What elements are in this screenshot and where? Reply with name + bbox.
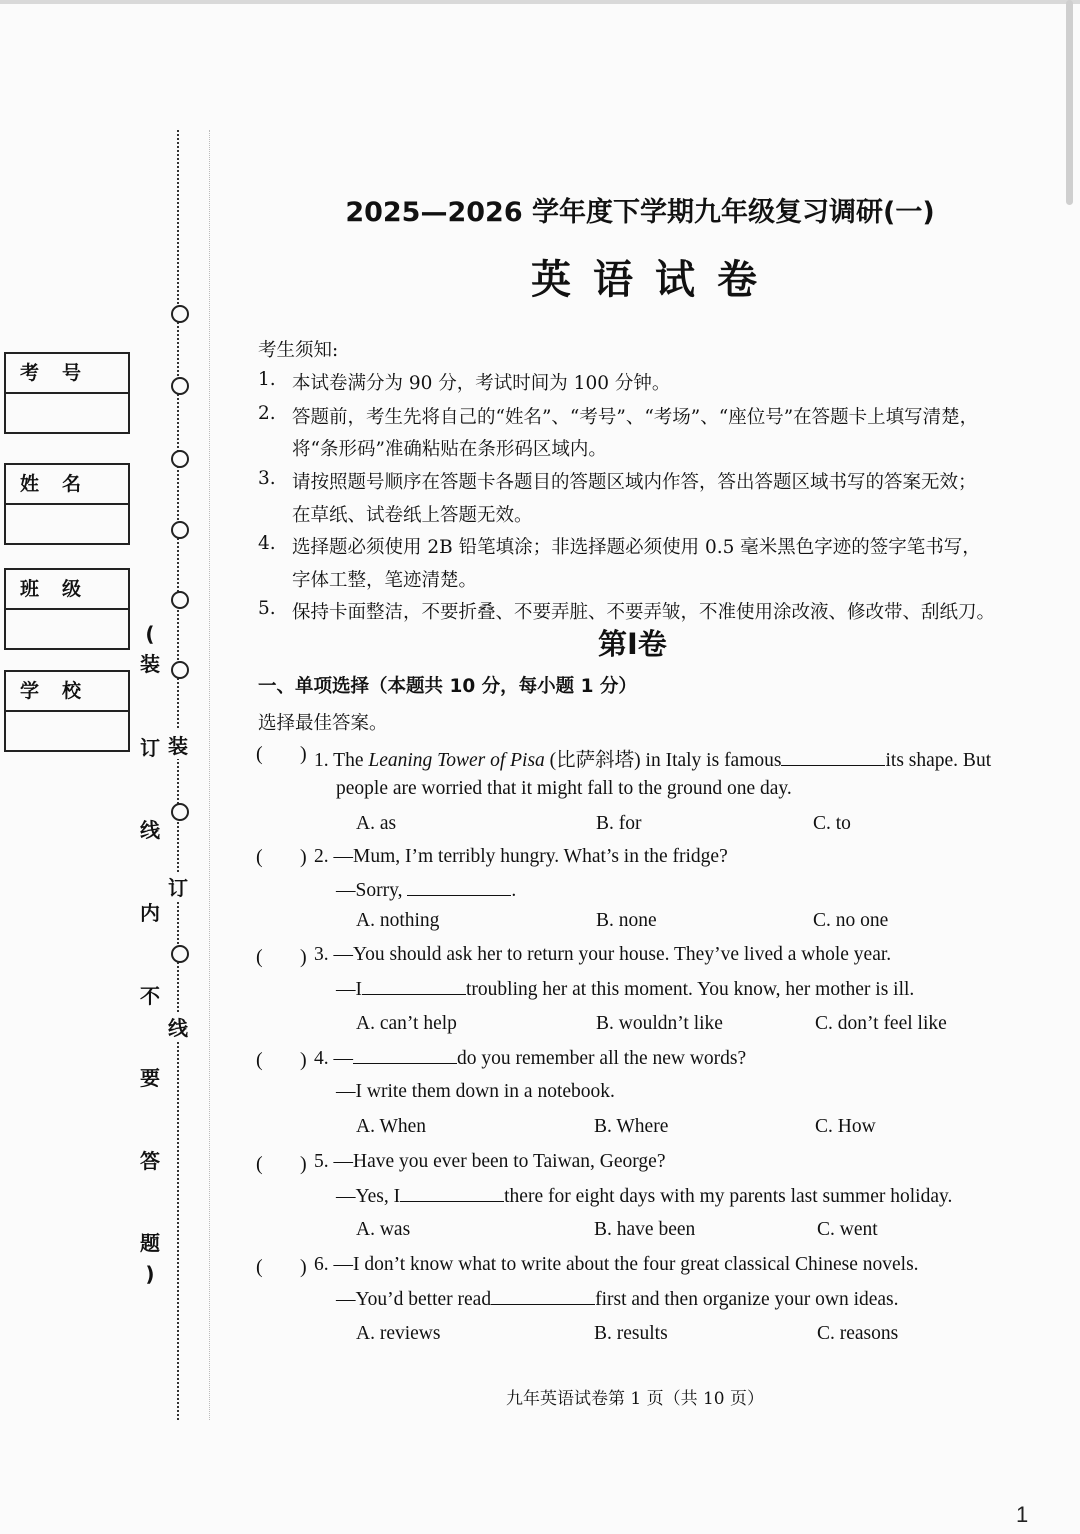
answer-blank bbox=[781, 749, 885, 766]
binding-hole bbox=[171, 305, 189, 323]
binding-hole bbox=[171, 377, 189, 395]
question-3-line-2 bbox=[336, 978, 914, 1001]
class-label: 班 级 bbox=[6, 570, 128, 610]
option-c: C. went bbox=[817, 1219, 878, 1240]
binding-line-char: 线 bbox=[166, 1012, 190, 1041]
question-text: The bbox=[333, 750, 369, 771]
question-2-line-1 bbox=[314, 846, 728, 868]
notice-text: 在草纸、试卷纸上答题无效。 bbox=[292, 505, 533, 526]
school-box bbox=[4, 670, 130, 752]
warning-char: 题 bbox=[140, 1231, 160, 1255]
name-box bbox=[4, 463, 130, 545]
notice-text: 字体工整，笔迹清楚。 bbox=[292, 570, 478, 591]
notice-num: 2. bbox=[258, 403, 276, 424]
question-number: 2. bbox=[314, 846, 329, 867]
question-text: —I write them down in a notebook. bbox=[336, 1081, 615, 1102]
binding-hole bbox=[171, 450, 189, 468]
question-1-line-1 bbox=[314, 744, 991, 772]
option-a: A. as bbox=[356, 813, 397, 834]
question-text: — bbox=[333, 1048, 353, 1069]
question-text: —Have you ever been to Taiwan, George? bbox=[333, 1151, 666, 1172]
answer-paren: ) bbox=[300, 946, 307, 968]
notice-text: 答题前，考生先将自己的“姓名”、“考号”、“考场”、“座位号”在答题卡上填写清楚， bbox=[292, 407, 979, 428]
warning-char: 订 bbox=[140, 736, 160, 760]
question-text: troubling her at this moment. You know, her mother is ill. bbox=[466, 979, 915, 1000]
answer-paren: ) bbox=[300, 1153, 307, 1175]
answer-paren: ( bbox=[256, 1256, 263, 1278]
answer-paren: ( bbox=[256, 946, 263, 968]
option-a: A. can’t help bbox=[356, 1013, 457, 1034]
binding-line-char: 装 bbox=[166, 730, 190, 759]
binding-guide-line bbox=[209, 130, 210, 1420]
page-footer: 九年英语试卷第 1 页（共 10 页） bbox=[505, 1389, 765, 1409]
option-c: C. to bbox=[813, 813, 851, 834]
question-number: 6. bbox=[314, 1254, 329, 1275]
warning-char: 不 bbox=[140, 984, 160, 1008]
binding-dotted-line bbox=[177, 130, 179, 1420]
top-border bbox=[0, 0, 1080, 4]
option-b: B. for bbox=[596, 813, 642, 834]
option-b: B. wouldn’t like bbox=[596, 1013, 723, 1034]
section-instruction: 选择最佳答案。 bbox=[258, 713, 388, 734]
question-text: —You should ask her to return your house. They’ve lived a whole year. bbox=[333, 944, 892, 965]
warning-char: ) bbox=[145, 1262, 155, 1286]
option-c: C. don’t feel like bbox=[815, 1013, 947, 1034]
warning-char: 内 bbox=[140, 901, 160, 925]
question-text: —I don’t know what to write about the four great classical Chinese novels. bbox=[333, 1254, 919, 1275]
question-text: —I bbox=[336, 979, 362, 1000]
answer-paren: ( bbox=[256, 1153, 263, 1175]
question-4-line-1 bbox=[314, 1047, 746, 1070]
question-text: —Mum, I’m terribly hungry. What’s in the fridge? bbox=[333, 846, 728, 867]
warning-char: ( bbox=[145, 622, 155, 646]
question-text: its shape. But bbox=[885, 750, 992, 771]
question-number: 5. bbox=[314, 1151, 329, 1172]
answer-blank bbox=[400, 1185, 504, 1202]
exam-number-label: 考 号 bbox=[6, 354, 128, 394]
question-text: —You’d better read bbox=[336, 1289, 492, 1310]
warning-char: 线 bbox=[140, 818, 160, 842]
question-text: do you remember all the new words? bbox=[457, 1048, 747, 1069]
answer-blank bbox=[362, 978, 466, 995]
question-text: first and then organize your own ideas. bbox=[595, 1289, 899, 1310]
binding-hole bbox=[171, 661, 189, 679]
name-label: 姓 名 bbox=[6, 465, 128, 505]
question-text: (比萨斜塔) in Italy is famous bbox=[544, 750, 782, 771]
section-title: 一、单项选择（本题共 10 分，每小题 1 分） bbox=[258, 676, 637, 697]
answer-paren: ( bbox=[256, 743, 263, 765]
question-text: —Sorry, bbox=[336, 880, 408, 901]
question-5-line-1 bbox=[314, 1151, 666, 1173]
answer-blank bbox=[353, 1047, 457, 1064]
notice-text: 保持卡面整洁，不要折叠、不要弄脏、不要弄皱，不准使用涂改液、修改带、刮纸刀。 bbox=[292, 602, 996, 623]
option-a: A. reviews bbox=[356, 1323, 441, 1344]
binding-hole bbox=[171, 591, 189, 609]
option-b: B. Where bbox=[594, 1116, 669, 1137]
binding-line-char: 订 bbox=[166, 872, 190, 901]
question-number: 1. bbox=[314, 750, 329, 771]
notice-text: 本试卷满分为 90 分，考试时间为 100 分钟。 bbox=[292, 373, 671, 394]
notice-text: 将“条形码”准确粘贴在条形码区域内。 bbox=[292, 439, 607, 460]
option-c: C. reasons bbox=[817, 1323, 899, 1344]
scrollbar[interactable] bbox=[1066, 0, 1073, 205]
answer-paren: ) bbox=[300, 1049, 307, 1071]
question-number: 4. bbox=[314, 1048, 329, 1069]
warning-char: 答 bbox=[140, 1149, 160, 1173]
notice-num: 4. bbox=[258, 533, 276, 554]
answer-paren: ( bbox=[256, 846, 263, 868]
notice-text: 请按照题号顺序在答题卡各题目的答题区域内作答，答出答题区域书写的答案无效； bbox=[292, 472, 977, 493]
answer-blank bbox=[491, 1288, 595, 1305]
option-a: A. When bbox=[356, 1116, 427, 1137]
answer-paren: ) bbox=[300, 846, 307, 868]
class-box bbox=[4, 568, 130, 650]
question-italic: Leaning Tower of Pisa bbox=[368, 750, 545, 771]
option-c: C. How bbox=[815, 1116, 876, 1137]
option-a: A. nothing bbox=[356, 910, 440, 931]
binding-hole bbox=[171, 803, 189, 821]
subject-title: 英语试卷 bbox=[531, 257, 779, 303]
binding-hole bbox=[171, 945, 189, 963]
exam-number-box bbox=[4, 352, 130, 434]
warning-char: 要 bbox=[140, 1066, 160, 1090]
school-label: 学 校 bbox=[6, 672, 128, 712]
option-c: C. no one bbox=[813, 910, 889, 931]
question-text: —Yes, I bbox=[336, 1186, 401, 1207]
option-a: A. was bbox=[356, 1219, 411, 1240]
question-text: there for eight days with my parents last summer holiday. bbox=[504, 1186, 953, 1207]
question-2-line-2 bbox=[336, 879, 516, 902]
question-6-line-1 bbox=[314, 1254, 919, 1276]
notice-num: 5. bbox=[258, 598, 276, 619]
notice-num: 1. bbox=[258, 369, 276, 390]
binding-hole bbox=[171, 521, 189, 539]
question-number: 3. bbox=[314, 944, 329, 965]
answer-paren: ( bbox=[256, 1049, 263, 1071]
question-6-line-2 bbox=[336, 1288, 899, 1311]
question-text: . bbox=[511, 880, 517, 901]
notice-num: 3. bbox=[258, 468, 276, 489]
answer-paren: ) bbox=[300, 1256, 307, 1278]
answer-paren: ) bbox=[300, 743, 307, 765]
exam-title: 2025—2026 学年度下学期九年级复习调研(一) bbox=[345, 197, 935, 228]
question-text: people are worried that it might fall to the ground one day. bbox=[336, 778, 792, 799]
warning-char: 装 bbox=[140, 652, 160, 676]
question-5-line-2 bbox=[336, 1185, 952, 1208]
question-3-line-1 bbox=[314, 944, 891, 966]
page-number: 1 bbox=[1016, 1502, 1029, 1527]
notice-heading: 考生须知: bbox=[258, 340, 339, 361]
volume-title: 第I卷 bbox=[598, 627, 667, 661]
answer-blank bbox=[407, 879, 511, 896]
notice-text: 选择题必须使用 2B 铅笔填涂；非选择题必须使用 0.5 毫米黑色字迹的签字笔书写， bbox=[292, 537, 981, 558]
option-b: B. none bbox=[596, 910, 657, 931]
option-b: B. have been bbox=[594, 1219, 696, 1240]
option-b: B. results bbox=[594, 1323, 668, 1344]
